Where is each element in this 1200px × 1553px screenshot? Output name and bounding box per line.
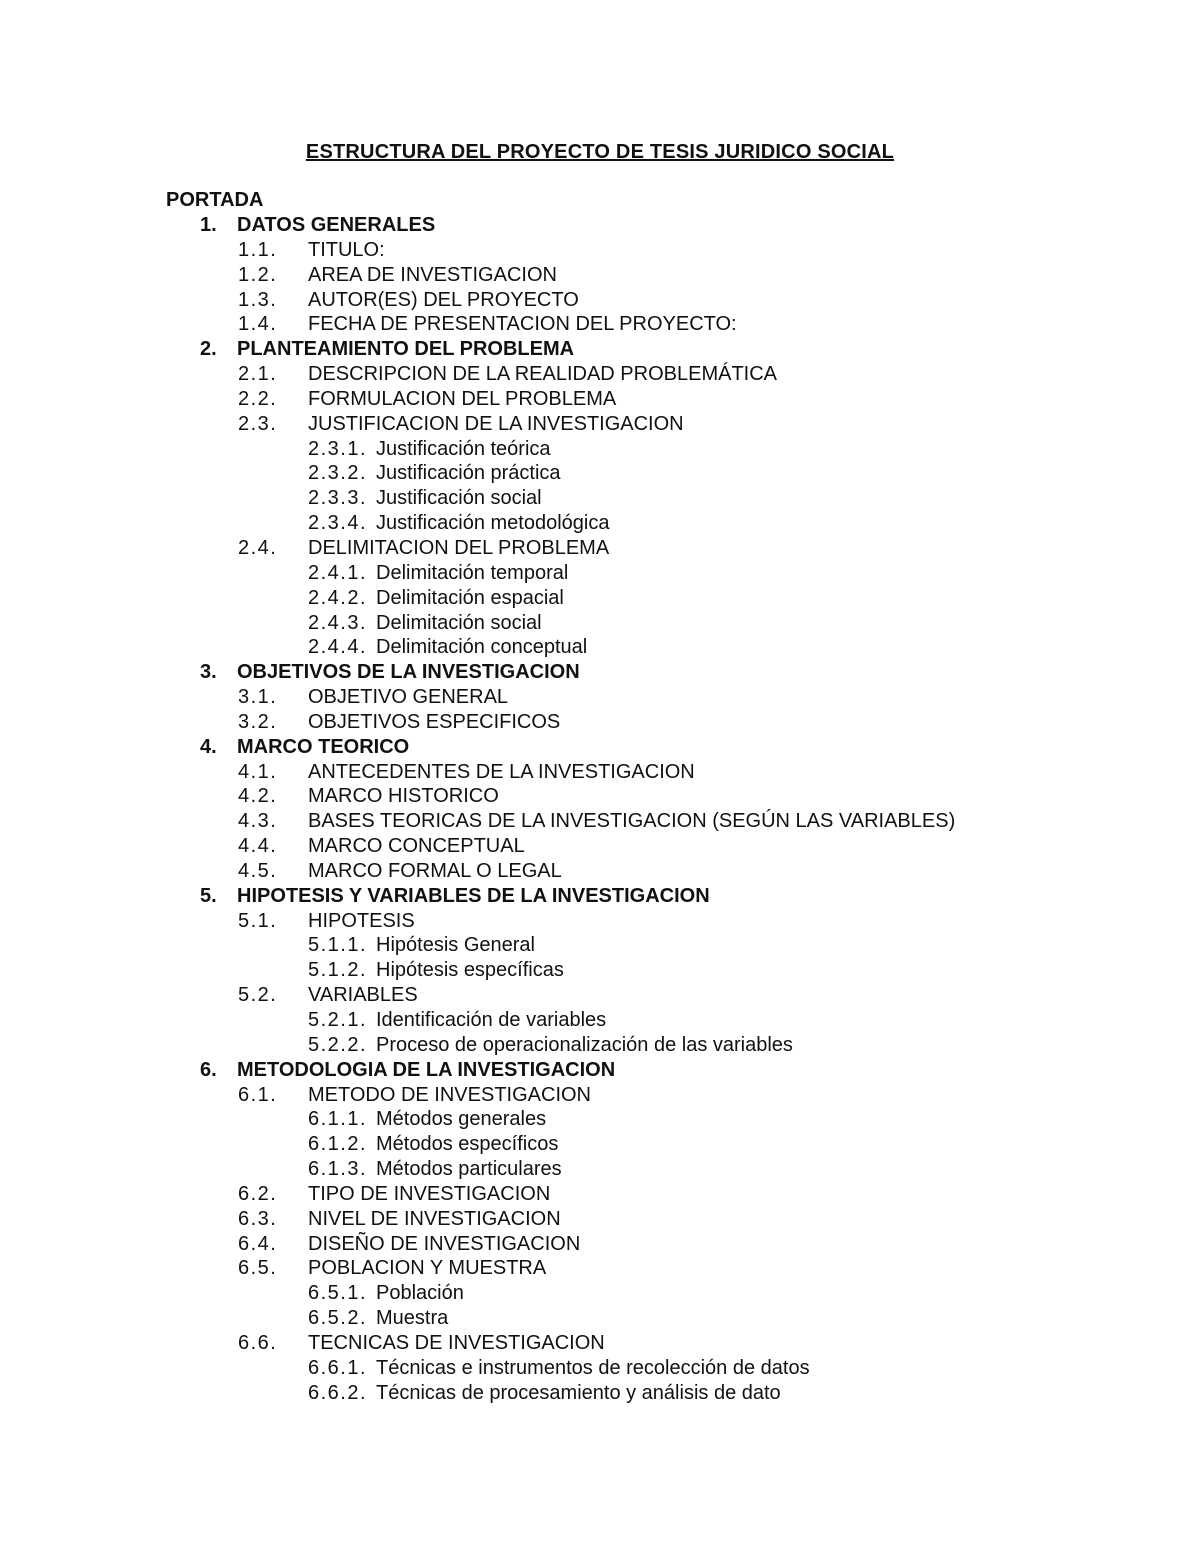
outline-item-number: 4.1.	[238, 760, 278, 783]
outline-item-level-2	[0, 784, 1200, 809]
outline-item-number: 1.	[200, 214, 217, 236]
outline-item-number: 4.	[200, 735, 217, 758]
outline-item-text: Muestra	[376, 1307, 449, 1330]
outline-item-level-2	[0, 1232, 1200, 1257]
outline-item-level-2	[0, 1331, 1200, 1356]
outline-item-text: POBLACION Y MUESTRA	[308, 1257, 547, 1280]
outline-item-level-3	[0, 1008, 1200, 1033]
cover-heading: PORTADA	[166, 189, 264, 211]
outline-item-level-2	[0, 238, 1200, 263]
outline-item-level-3	[0, 1157, 1200, 1182]
outline-item-text: HIPOTESIS	[308, 909, 415, 932]
outline-item-level-3	[0, 1107, 1200, 1132]
outline-item-text: Técnicas de procesamiento y análisis de dato	[376, 1381, 781, 1404]
outline-item-text: JUSTIFICACION DE LA INVESTIGACION	[308, 412, 684, 435]
outline-item-text: Hipótesis General	[376, 934, 535, 957]
outline-item-number: 6.	[200, 1058, 217, 1081]
outline-item-number: 1.3.	[238, 288, 278, 311]
outline-item-number: 2.3.1.	[308, 437, 368, 460]
outline-item-number: 5.2.1.	[308, 1009, 368, 1031]
outline-item-level-3	[0, 486, 1200, 511]
outline-item-number: 3.	[200, 661, 217, 684]
outline-item-level-2	[0, 288, 1200, 313]
outline-item-number: 2.3.2.	[308, 462, 368, 485]
outline-item-number: 5.	[200, 884, 217, 907]
outline-item-text: Justificación metodológica	[376, 512, 610, 535]
outline-item-number: 2.3.4.	[308, 512, 368, 535]
outline-item-text: FORMULACION DEL PROBLEMA	[308, 387, 617, 410]
outline-item-number: 5.1.1.	[308, 934, 368, 957]
outline-item-level-1	[0, 213, 1200, 238]
outline-item-number: 1.2.	[238, 263, 278, 286]
outline-item-text: MARCO CONCEPTUAL	[308, 835, 525, 858]
outline-item-number: 5.2.2.	[308, 1033, 368, 1056]
outline-item-level-2	[0, 760, 1200, 785]
outline-item-level-3	[0, 1132, 1200, 1157]
outline-item-number: 3.2.	[238, 710, 278, 733]
outline-item-text: FECHA DE PRESENTACION DEL PROYECTO:	[308, 313, 737, 336]
outline-item-text: OBJETIVO GENERAL	[308, 686, 509, 709]
outline-item-text: DATOS GENERALES	[237, 214, 436, 236]
outline-item-number: 2.4.1.	[308, 561, 368, 584]
outline-item-number: 4.2.	[238, 785, 278, 808]
outline-item-level-1	[0, 660, 1200, 685]
outline-item-number: 4.3.	[238, 810, 278, 833]
outline-item-text: Métodos generales	[376, 1108, 547, 1131]
outline-item-text: TITULO:	[308, 238, 385, 261]
outline-item-number: 5.1.	[238, 909, 278, 932]
outline-item-text: BASES TEORICAS DE LA INVESTIGACION (SEGÚN LAS VARIABLES)	[308, 810, 956, 833]
outline-item-text: HIPOTESIS Y VARIABLES DE LA INVESTIGACION	[237, 884, 710, 907]
outline-item-number: 2.1.	[238, 363, 278, 386]
outline-item-text: Justificación teórica	[376, 437, 551, 460]
outline-item-number: 4.4.	[238, 835, 278, 858]
outline-item-number: 6.1.	[238, 1083, 278, 1106]
outline-item-number: 6.5.	[238, 1257, 278, 1280]
outline-item-level-3	[0, 561, 1200, 586]
outline-item-text: DISEÑO DE INVESTIGACION	[308, 1232, 581, 1255]
outline-item-text: Técnicas e instrumentos de recolección de datos	[376, 1356, 810, 1379]
outline-item-number: 6.1.2.	[308, 1133, 368, 1156]
outline-item-text: Métodos específicos	[376, 1133, 559, 1156]
outline-item-number: 6.5.1.	[308, 1282, 368, 1305]
outline-item-text: DELIMITACION DEL PROBLEMA	[308, 536, 610, 559]
outline-item-level-2	[0, 263, 1200, 288]
outline-item-level-3	[0, 1356, 1200, 1381]
outline-item-text: TECNICAS DE INVESTIGACION	[308, 1331, 605, 1354]
outline-item-level-2	[0, 536, 1200, 561]
outline-item-text: PLANTEAMIENTO DEL PROBLEMA	[237, 338, 575, 361]
outline-item-level-2	[0, 983, 1200, 1008]
outline-item-number: 3.1.	[238, 686, 278, 709]
outline-item-level-1	[0, 1058, 1200, 1083]
outline-item-level-2	[0, 312, 1200, 337]
document-title: ESTRUCTURA DEL PROYECTO DE TESIS JURIDICO SOCIAL	[305, 141, 895, 163]
outline-item-number: 4.5.	[238, 859, 278, 882]
outline-item-number: 2.4.2.	[308, 586, 368, 609]
outline-item-level-3	[0, 1281, 1200, 1306]
outline-item-text: METODOLOGIA DE LA INVESTIGACION	[237, 1058, 616, 1081]
outline-item-level-3	[0, 1306, 1200, 1331]
outline-item-level-3	[0, 437, 1200, 462]
outline-item-level-3	[0, 1381, 1200, 1406]
outline-item-text: MARCO HISTORICO	[308, 785, 499, 808]
outline-item-number: 6.1.3.	[308, 1158, 368, 1181]
outline-item-level-3	[0, 635, 1200, 660]
outline-item-number: 6.6.1.	[308, 1356, 368, 1379]
outline-item-text: DESCRIPCION DE LA REALIDAD PROBLEMÁTICA	[308, 363, 778, 386]
outline-item-level-1	[0, 337, 1200, 362]
outline-item-level-1	[0, 735, 1200, 760]
outline-item-text: NIVEL DE INVESTIGACION	[308, 1207, 561, 1230]
outline-item-text: AREA DE INVESTIGACION	[308, 263, 557, 286]
outline-item-level-3	[0, 1033, 1200, 1058]
outline-item-level-3	[0, 933, 1200, 958]
outline-item-text: Delimitación temporal	[376, 561, 569, 584]
outline-item-text: VARIABLES	[308, 984, 418, 1007]
outline-item-level-2	[0, 685, 1200, 710]
outline-item-number: 6.6.	[238, 1331, 278, 1354]
outline-item-level-2	[0, 1256, 1200, 1281]
outline-item-text: OBJETIVOS ESPECIFICOS	[308, 710, 561, 733]
outline-item-number: 5.2.	[238, 984, 278, 1007]
outline-item-text: Proceso de operacionalización de las variables	[376, 1033, 793, 1056]
outline-item-level-3	[0, 461, 1200, 486]
outline-item-number: 2.4.3.	[308, 611, 368, 634]
outline-item-text: Métodos particulares	[376, 1158, 562, 1181]
outline-item-level-2	[0, 809, 1200, 834]
outline-item-level-2	[0, 362, 1200, 387]
outline-item-level-1	[0, 884, 1200, 909]
outline-item-level-2	[0, 1207, 1200, 1232]
outline-item-level-3	[0, 511, 1200, 536]
outline-item-number: 2.4.4.	[308, 636, 368, 659]
outline-item-text: Delimitación espacial	[376, 586, 564, 609]
outline-item-text: ANTECEDENTES DE LA INVESTIGACION	[308, 760, 695, 783]
outline-item-text: MARCO FORMAL O LEGAL	[308, 859, 562, 882]
outline-item-level-2	[0, 834, 1200, 859]
outline-item-number: 6.4.	[238, 1232, 278, 1255]
outline-list	[0, 213, 1200, 1406]
outline-item-text: Hipótesis específicas	[376, 959, 564, 982]
outline-item-text: MARCO TEORICO	[237, 735, 410, 758]
outline-item-text: Justificación práctica	[376, 462, 561, 485]
outline-item-level-2	[0, 1182, 1200, 1207]
outline-item-number: 2.3.	[238, 412, 278, 435]
outline-item-number: 1.1.	[238, 238, 278, 261]
outline-item-level-3	[0, 958, 1200, 983]
outline-item-level-3	[0, 611, 1200, 636]
outline-item-number: 2.3.3.	[308, 487, 368, 510]
outline-item-level-2	[0, 710, 1200, 735]
outline-item-level-2	[0, 387, 1200, 412]
outline-item-text: OBJETIVOS DE LA INVESTIGACION	[237, 661, 580, 684]
outline-item-number: 6.6.2.	[308, 1381, 368, 1404]
outline-item-text: Justificación social	[376, 487, 542, 510]
outline-item-number: 2.	[200, 338, 217, 361]
outline-item-number: 6.5.2.	[308, 1307, 368, 1330]
outline-item-text: METODO DE INVESTIGACION	[308, 1083, 591, 1106]
outline-item-text: Delimitación conceptual	[376, 636, 588, 659]
outline-item-level-2	[0, 1083, 1200, 1108]
outline-item-level-2	[0, 412, 1200, 437]
outline-item-level-2	[0, 859, 1200, 884]
outline-item-number: 6.3.	[238, 1207, 278, 1230]
outline-item-number: 1.4.	[238, 313, 278, 336]
outline-item-number: 5.1.2.	[308, 959, 368, 982]
outline-item-text: Población	[376, 1282, 464, 1305]
outline-item-text: Delimitación social	[376, 611, 542, 634]
outline-item-level-2	[0, 909, 1200, 934]
outline-item-text: AUTOR(ES) DEL PROYECTO	[308, 288, 579, 311]
outline-item-number: 6.1.1.	[308, 1108, 368, 1131]
outline-item-level-3	[0, 586, 1200, 611]
outline-item-text: TIPO DE INVESTIGACION	[308, 1182, 551, 1205]
outline-item-number: 2.4.	[238, 536, 278, 559]
outline-item-number: 6.2.	[238, 1182, 278, 1205]
outline-item-text: Identificación de variables	[376, 1009, 607, 1031]
outline-item-number: 2.2.	[238, 387, 278, 410]
